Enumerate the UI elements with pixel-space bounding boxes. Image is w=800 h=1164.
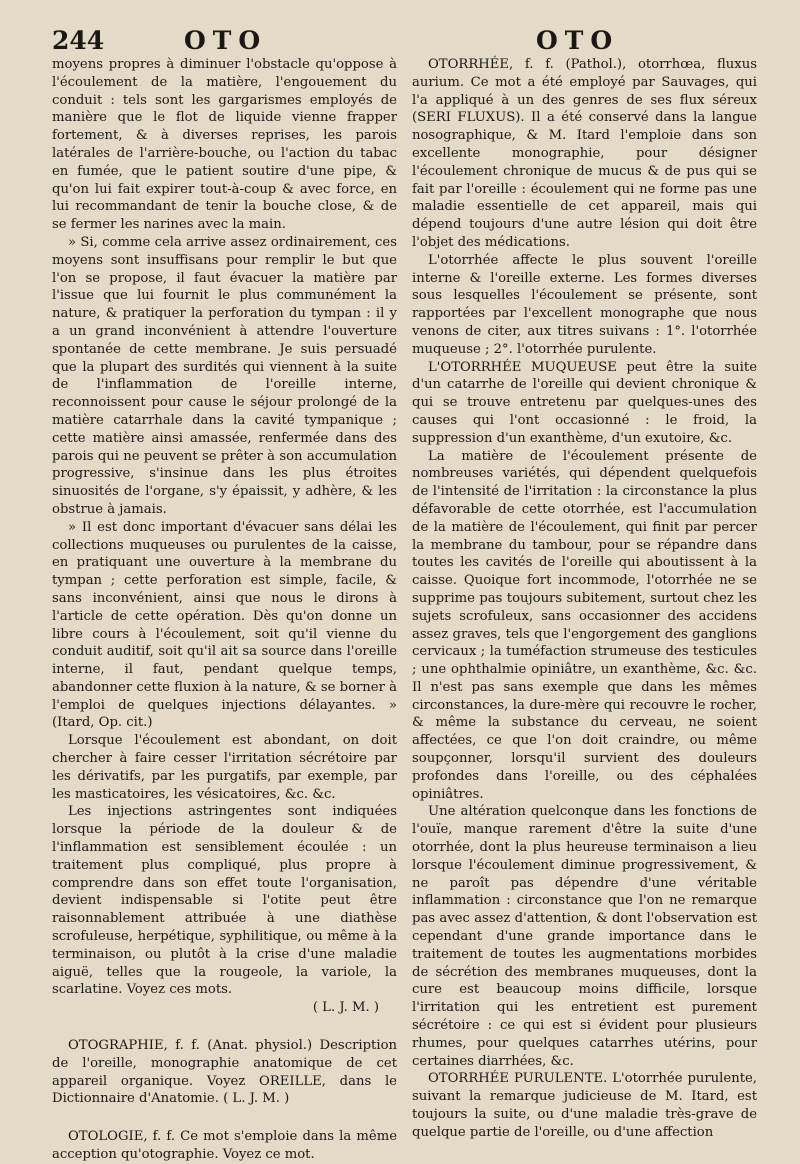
running-header: [0, 26, 800, 56]
right-column: [412, 56, 757, 1142]
paragraph: Les injections astringentes sont indiquées lorsque la période de la douleur & de l'inflammation est sensiblement écoulée : un traitement plus compliqué, plus propre à comprendre dans son effet toute l'organisation, devient indispensable si l'otite peut être raisonnablement attribuée à une diathèse scrofuleuse, herpétique, syphilitique, ou même à la terminaison, ou plutôt à la crise d'une maladie aiguë, telles que la rougeole, la variole, la scarlatine. Voyez ces mots.: [52, 804, 397, 998]
entry-otologie: OTOLOGIE, f. f. Ce mot s'emploie dans la même acception qu'otographie. Voyez ce mot.: [52, 1129, 397, 1163]
paragraph: » Si, comme cela arrive assez ordinairement, ces moyens sont insuffisans pour remplir le but que l'on se propose, il faut évacuer la matière par l'issue que lui fournit le plus communément la nature, & pratiquer la perforation du tympan : il y a un grand inconvénient à attendre l'ouverture spontanée de cette membrane. Je suis persuadé que la plupart des surdités qui viennent à la suite de l'inflammation de l'oreille interne, reconnoissent pour cause le séjour prolongé de la matière catarrhale dans la cavité tympanique ; cette matière ainsi amassée, renfermée dans des parois qui ne peuvent se prêter à son accumulation progressive, s'insinue dans les plus étroites sinuosités de l'organe, s'y épaissit, y adhère, & les obstrue à jamais.: [52, 234, 397, 517]
left-column: [52, 56, 397, 1164]
left-running-title: OTO: [184, 26, 268, 55]
paragraph: Une altération quelconque dans les fonctions de l'ouïe, manque rarement d'être la suite d'une otorrhée, dont la plus heureuse terminaison a lieu lorsque l'écoulement diminue progressivement, & ne paroît pas dépendre d'une véritable inflammation : circonstance que l'on ne remarque pas avec assez d'attention, & dont l'observation est cependant d'une grande importance dans le traitement de toutes les augmentations morbides de sécrétion des membranes muqueuses, dont la cure est beaucoup moins difficile, lorsque l'irritation qui les entretient est purement sécrétoire : ce qui est si évident pour plusieurs rhumes, pour quelques catarrhes utérins, pour certaines diarrhées, &c.: [412, 804, 757, 1069]
paragraph: L'OTORRHÉE MUQUEUSE peut être la suite d'un catarrhe de l'oreille qui devient chronique & qui se trouve entretenu par quelques-unes des causes qui l'ont occasionné : le froid, la suppression d'un exanthème, d'un exutoire, &c.: [412, 359, 757, 446]
paragraph: La matière de l'écoulement présente de nombreuses variétés, qui dépendent quelquefois de l'intensité de l'irritation : la circonstance la plus défavorable de cette otorrhée, est l'accumulation de la matière de l'écoulement, qui finit par percer la membrane du tambour, pour se répandre dans toutes les cavités de l'oreille qui aboutissent à la caisse. Quoique fort incommode, l'otorrhée ne se supprime pas toujours subitement, surtout chez les sujets scrofuleux, sans occasionner des accidens assez graves, tels que l'engorgement des ganglions cervicaux ; la tuméfaction strumeuse des testicules ; une ophthalmie opiniâtre, un exanthème, &c. &c. Il n'est pas sans exemple que dans les mêmes circonstances, la dure-mère qui recouvre le rocher, & même la substance du cerveau, ne soient affectées, ce que l'on doit craindre, ou même soupçonner, lorsqu'il survient des douleurs profondes dans l'oreille, ou des céphalées opiniâtres.: [412, 448, 757, 802]
paragraph: moyens propres à diminuer l'obstacle qu'oppose à l'écoulement de la matière, l'engouement du conduit : tels sont les gargarismes employés de manière que le flot de liquide vienne frapper fortement, & à diverses reprises, les parois latérales de l'arrière-bouche, ou l'action du tabac en fumée, que le patient soutire d'une pipe, & qu'on lui fait expirer tout-à-coup & avec force, en lui recommandant de tenir la bouche close, & de se fermer les narines avec la main.: [52, 57, 397, 233]
page-number: 244: [52, 26, 105, 55]
paragraph: L'otorrhée affecte le plus souvent l'oreille interne & l'oreille externe. Les formes diverses sous lesquelles l'écoulement se présente, sont rapportées par l'excellent monographe que nous venons de citer, aux titres suivans : 1°. l'otorrhée muqueuse ; 2°. l'otorrhée purulente.: [412, 252, 757, 357]
paragraph: Lorsque l'écoulement est abondant, on doit chercher à faire cesser l'irritation sécrétoire par les dérivatifs, par les purgatifs, par exemple, par les masticatoires, les vésicatoires, &c. &c.: [52, 733, 397, 802]
entry-otographie: OTOGRAPHIE, f. f. (Anat. physiol.) Description de l'oreille, monographie anatomique de cet appareil organique. Voyez OREILLE, dans le Dictionnaire d'Anatomie. ( L. J. M. ): [52, 1038, 397, 1107]
paragraph: » Il est donc important d'évacuer sans délai les collections muqueuses ou purulentes de la caisse, en pratiquant une ouverture à la membrane du tympan ; cette perforation est simple, facile, & sans inconvénient, ainsi que nous le dirons à l'article de cette opération. Dès qu'on donne un libre cours à l'écoulement, soit qu'il vienne du conduit auditif, soit qu'il ait sa source dans l'oreille interne, il faut, pendant quelque temps, abandonner cette fluxion à la nature, & se borner à l'emploi de quelques injections délayantes. » (Itard, Op. cit.): [52, 519, 397, 731]
right-running-title: OTO: [536, 26, 620, 55]
paragraph: OTORRHÉE PURULENTE. L'otorrhée purulente, suivant la remarque judicieuse de M. Itard, est toujours la suite, ou d'une maladie très-grave de quelque partie de l'oreille, ou d'une affection: [412, 1071, 757, 1140]
author-signature: ( L. J. M. ): [312, 1000, 379, 1016]
entry-otorrhee: OTORRHÉE, f. f. (Pathol.), otorrhœa, fluxus aurium. Ce mot a été employé par Sauvages, qui l'a appliqué à un des genres de ses flux séreux (SERI FLUXUS). Il a été conservé dans la langue nosographique, & M. Itard l'emploie dans son excellente monographie, pour désigner l'écoulement chronique de mucus & de pus qui se fait par l'oreille : écoulement qui ne forme pas une maladie essentielle de cet appareil, mais qui dépend toujours d'une autre lésion qui doit être l'objet des médications.: [412, 57, 757, 250]
